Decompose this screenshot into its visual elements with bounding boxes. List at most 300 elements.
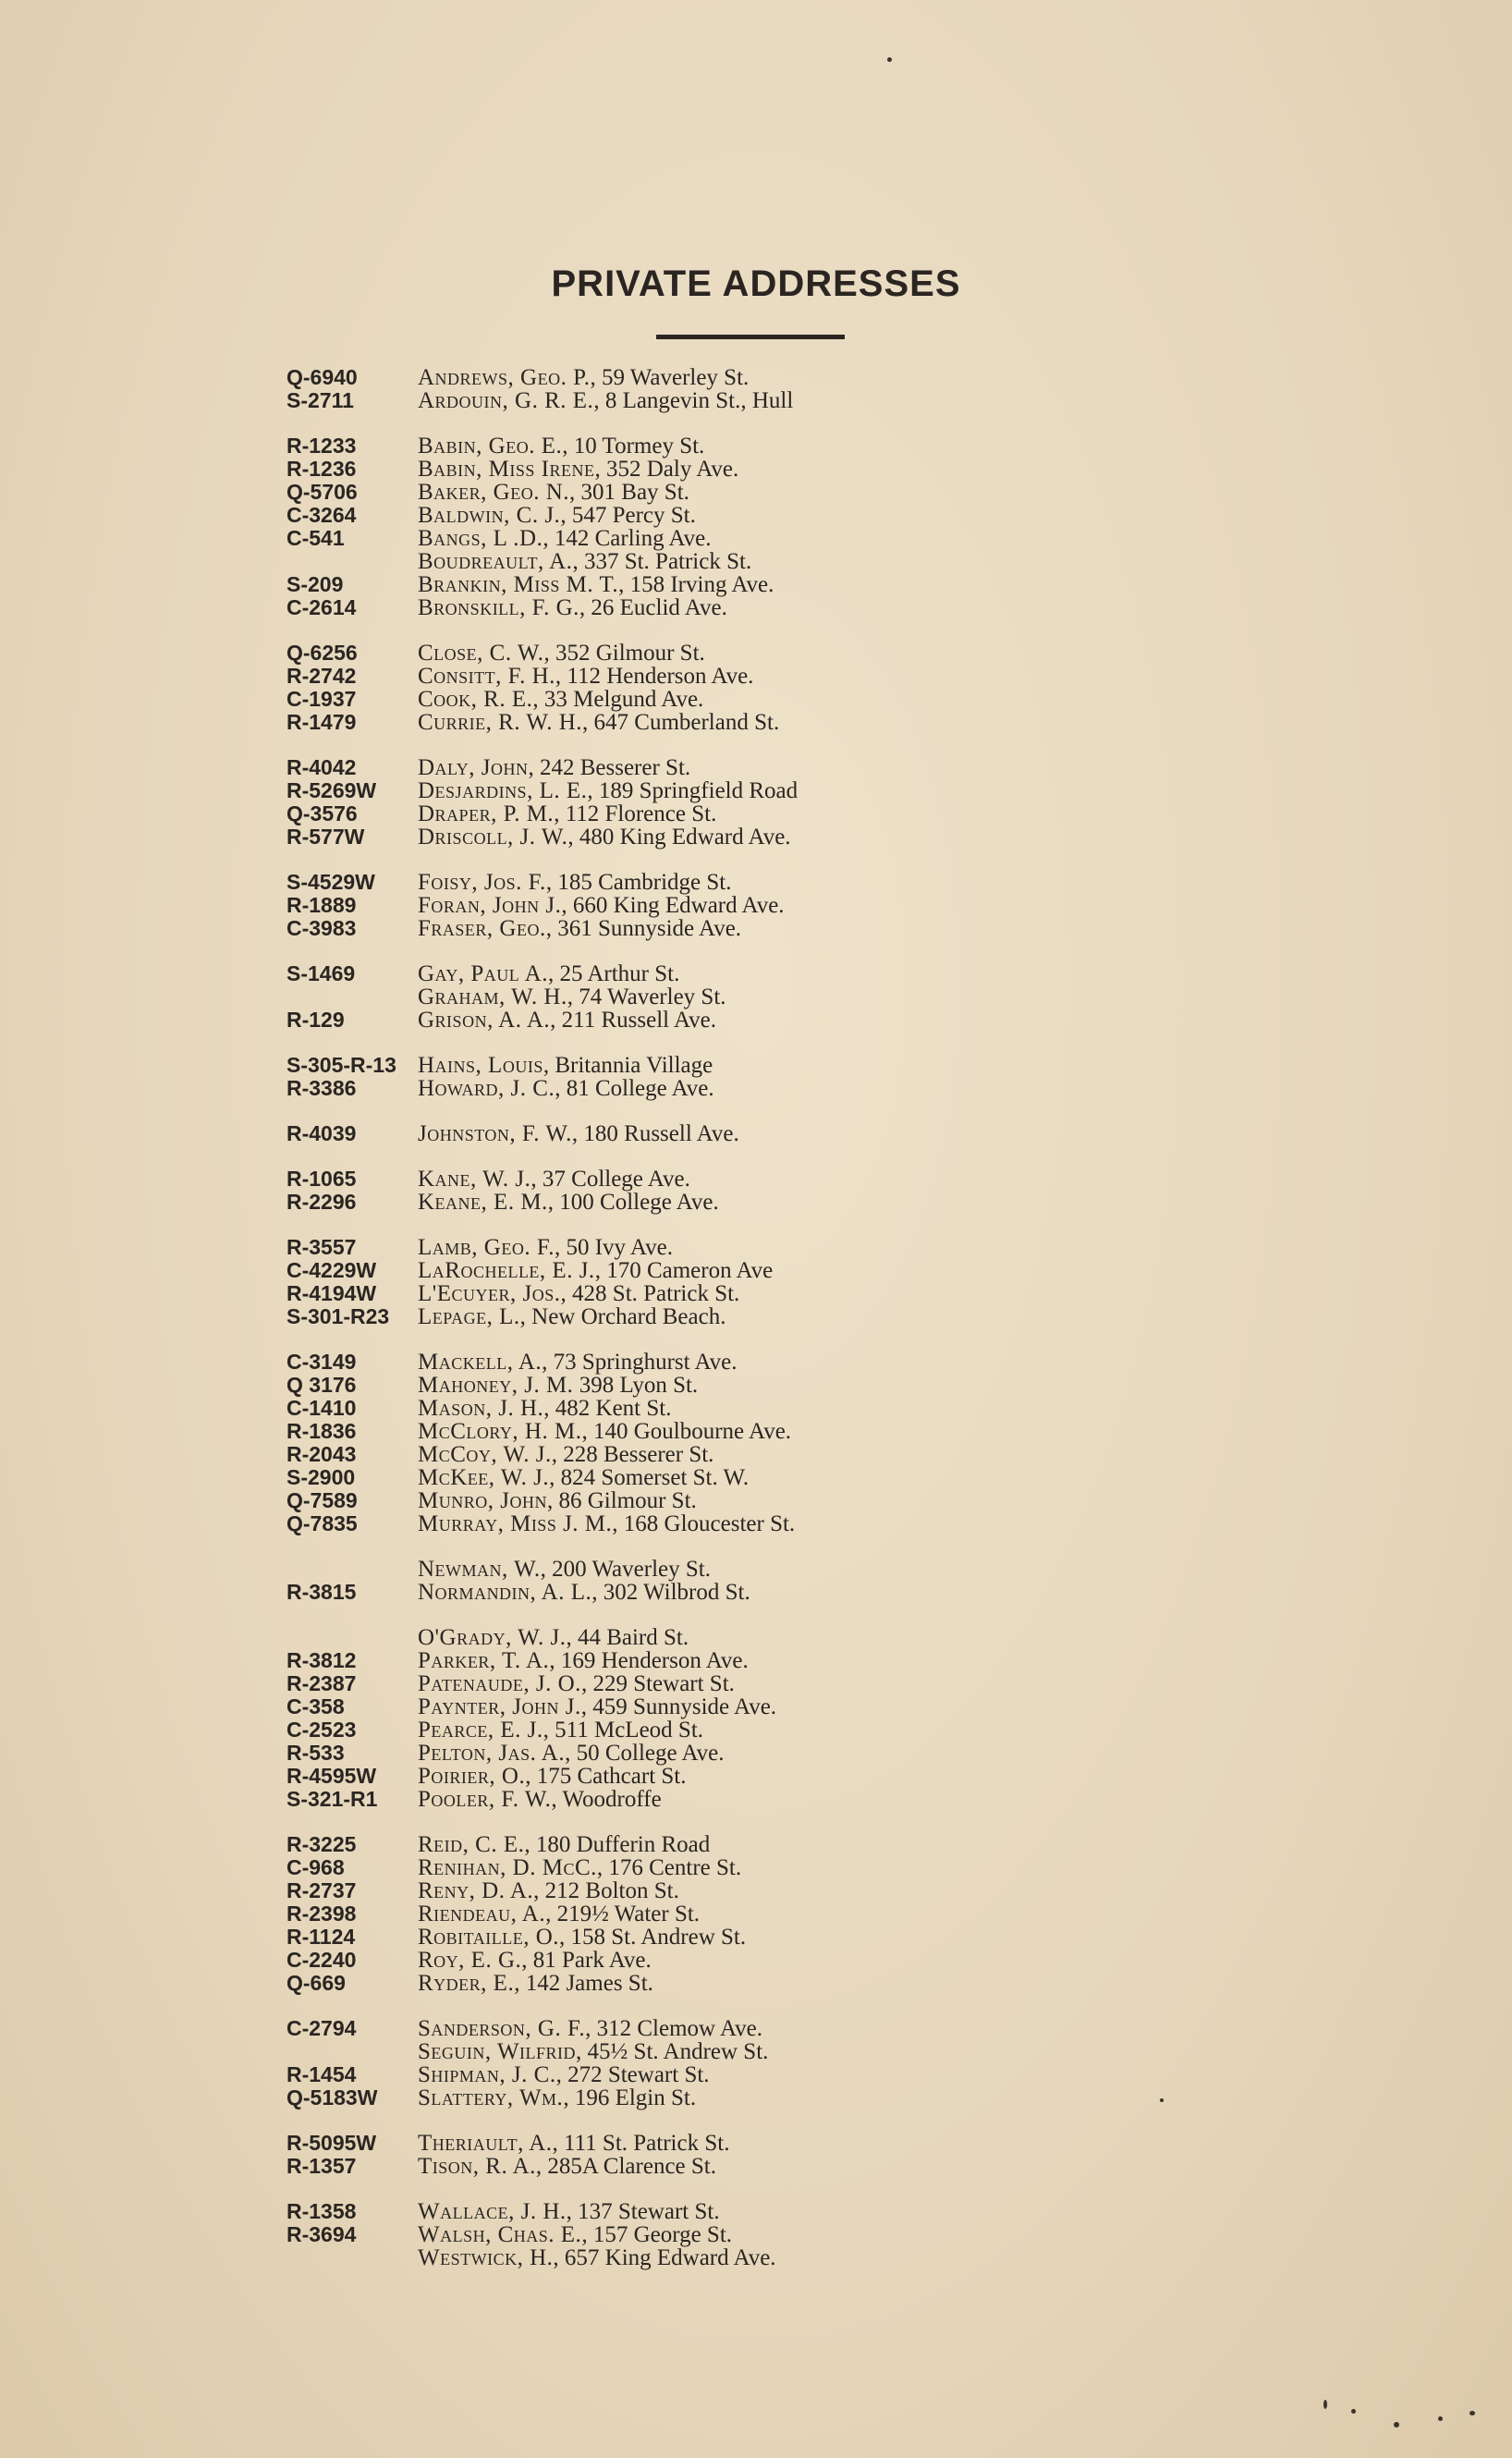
entry-text	[418, 641, 705, 666]
street-address: , 170 Cameron Ave	[594, 1258, 774, 1283]
phone-number: S-301-R23	[287, 1304, 390, 1328]
street-address: , 511 McLeod St.	[543, 1718, 704, 1743]
address-entry	[0, 710, 1512, 733]
entry-text	[418, 1419, 791, 1445]
person-name: Murray, Miss J. M.	[418, 1511, 613, 1536]
street-address: , 361 Sunnyside Ave.	[545, 916, 742, 941]
phone-number: S-4529W	[287, 870, 375, 894]
person-name: Cook, R. E.	[418, 687, 533, 712]
address-entry	[0, 457, 1512, 480]
page-title: PRIVATE ADDRESSES	[551, 263, 961, 304]
phone-number: R-2387	[287, 1671, 357, 1695]
entry-text	[418, 388, 793, 414]
street-address: , 228 Besserer St.	[551, 1442, 714, 1467]
phone-number: R-1124	[287, 1925, 356, 1949]
entry-text	[418, 2222, 732, 2248]
phone-number: R-1357	[287, 2154, 357, 2178]
entry-text	[418, 1718, 703, 1743]
entry-text	[418, 1855, 741, 1881]
phone-number: R-3386	[287, 1076, 357, 1100]
address-entry	[0, 1925, 1512, 1948]
address-entry	[0, 1053, 1512, 1076]
phone-number: C-1937	[287, 687, 357, 711]
address-entry	[0, 893, 1512, 916]
phone-number: C-358	[287, 1694, 345, 1718]
street-address: , 45½ St. Andrew St.	[576, 2039, 769, 2064]
address-entry	[0, 549, 1512, 572]
person-name: Keane, E. M.	[418, 1190, 548, 1215]
phone-number: Q-6256	[287, 641, 358, 665]
person-name: Foran, John J.	[418, 893, 562, 918]
phone-number: S-321-R1	[287, 1787, 378, 1811]
entry-text	[418, 1878, 679, 1904]
entry-text	[418, 1396, 671, 1422]
entry-text	[418, 526, 712, 552]
address-entry	[0, 1902, 1512, 1925]
address-entry	[0, 2245, 1512, 2268]
street-address: , Britannia Village	[543, 1053, 713, 1078]
person-name: McClory, H. M.	[418, 1419, 582, 1444]
entry-text	[418, 503, 696, 529]
address-entry	[0, 1511, 1512, 1535]
phone-number: S-305-R-13	[287, 1053, 396, 1077]
street-address: , 26 Euclid Ave.	[579, 595, 727, 620]
person-name: Seguin, Wilfrid	[418, 2039, 577, 2064]
street-address: , 180 Dufferin Road	[524, 1832, 711, 1857]
phone-number: S-2711	[287, 388, 354, 412]
person-name: Kane, W. J.	[418, 1167, 531, 1192]
address-entry	[0, 2039, 1512, 2062]
person-name: Desjardins, L. E.	[418, 778, 588, 803]
street-address: , 180 Russell Ave.	[571, 1121, 739, 1146]
person-name: Renihan, D. McC.	[418, 1855, 597, 1880]
street-address: , Woodroffe	[551, 1787, 662, 1812]
address-entry	[0, 2085, 1512, 2109]
street-address: , 157 George St.	[581, 2222, 733, 2247]
street-address: , 660 King Edward Ave.	[561, 893, 785, 918]
entry-text	[418, 1465, 749, 1491]
entry-text	[418, 1442, 713, 1468]
phone-number: C-968	[287, 1855, 345, 1879]
address-entry	[0, 2062, 1512, 2085]
paper-speck	[1160, 2098, 1164, 2102]
street-address: , 211 Russell Ave.	[550, 1008, 717, 1033]
street-address: , 301 Bay St.	[569, 480, 689, 505]
street-address: , 200 Waverley St.	[540, 1557, 711, 1582]
entry-text	[418, 1511, 795, 1537]
person-name: Consitt, F. H.	[418, 664, 555, 689]
entry-text	[418, 434, 704, 459]
phone-number: S-2900	[287, 1465, 356, 1489]
address-entry	[0, 1304, 1512, 1327]
phone-number: Q-5706	[287, 480, 358, 504]
phone-number: R-1479	[287, 710, 357, 734]
entry-text	[418, 1694, 776, 1720]
phone-number: C-3983	[287, 916, 357, 940]
address-entry	[0, 1948, 1512, 1971]
address-entry	[0, 480, 1512, 503]
person-name: Mahoney, J. M.	[418, 1373, 574, 1398]
person-name: Bronskill, F. G.	[418, 595, 579, 620]
address-list	[0, 365, 1512, 2268]
entry-text	[418, 1971, 653, 1997]
address-entry	[0, 801, 1512, 825]
person-name: LaRochelle, E. J.	[418, 1258, 595, 1283]
address-entry	[0, 778, 1512, 801]
street-address: , 142 James St.	[514, 1971, 653, 1996]
street-address: , 312 Clemow Ave.	[585, 2016, 763, 2041]
person-name: Robitaille, O.	[418, 1925, 560, 1950]
phone-number: R-2296	[287, 1190, 357, 1214]
person-name: Lamb, Geo. F.	[418, 1235, 555, 1260]
entry-text	[418, 457, 738, 483]
person-name: Ryder, E.	[418, 1971, 515, 1996]
person-name: Johnston, F. W.	[418, 1121, 572, 1146]
phone-number: R-5269W	[287, 778, 377, 802]
street-address: , 647 Cumberland St.	[582, 710, 780, 735]
person-name: Parker, T. A.	[418, 1648, 550, 1673]
street-address: , 482 Kent St.	[543, 1396, 672, 1421]
person-name: Gay, Paul A.	[418, 961, 548, 986]
street-address: , 428 St. Patrick St.	[560, 1281, 740, 1306]
street-address: , 657 King Edward Ave.	[553, 2245, 776, 2270]
street-address: , 59 Waverley St.	[590, 365, 750, 390]
entry-text	[418, 1190, 719, 1216]
person-name: Ardouin, G. R. E.	[418, 388, 594, 413]
street-address: , 25 Arthur St.	[547, 961, 680, 986]
person-name: Foisy, Jos. F.	[418, 870, 546, 895]
street-address: , 189 Springfield Road	[587, 778, 799, 803]
person-name: Sanderson, G. F.	[418, 2016, 586, 2041]
address-entry	[0, 1396, 1512, 1419]
street-address: , 547 Percy St.	[560, 503, 696, 528]
entry-text	[418, 365, 749, 391]
street-address: , 8 Langevin St., Hull	[593, 388, 794, 413]
entry-text	[418, 1948, 652, 1974]
address-entry	[0, 1718, 1512, 1741]
entry-text	[418, 2199, 720, 2225]
person-name: Hains, Louis	[418, 1053, 543, 1078]
entry-text	[418, 1925, 746, 1951]
person-name: Reny, D. A.	[418, 1878, 534, 1903]
address-entry	[0, 1442, 1512, 1465]
person-name: Bangs, L .D.	[418, 526, 543, 551]
address-entry	[0, 1008, 1512, 1031]
phone-number: Q-7589	[287, 1488, 358, 1512]
paper-speck	[1469, 2411, 1475, 2415]
person-name: Mackell, A.	[418, 1350, 543, 1375]
person-name: Brankin, Miss M. T.	[418, 572, 619, 597]
address-entry	[0, 1580, 1512, 1603]
address-entry	[0, 916, 1512, 939]
address-entry	[0, 1855, 1512, 1878]
person-name: O'Grady, W. J.	[418, 1625, 567, 1650]
address-entry	[0, 1121, 1512, 1144]
street-address: , 33 Melgund Ave.	[532, 687, 704, 712]
paper-speck	[1438, 2416, 1443, 2421]
entry-text	[418, 1902, 700, 1927]
phone-number: R-3815	[287, 1580, 357, 1604]
entry-text	[418, 2039, 768, 2065]
entry-text	[418, 480, 689, 506]
person-name: Walsh, Chas. E.	[418, 2222, 582, 2247]
address-entry	[0, 434, 1512, 457]
entry-text	[418, 1557, 711, 1583]
entry-text	[418, 1076, 714, 1102]
phone-number: R-2043	[287, 1442, 357, 1466]
address-entry	[0, 1190, 1512, 1213]
entry-text	[418, 801, 716, 827]
phone-number: R-2398	[287, 1902, 357, 1926]
street-address: , 272 Stewart St.	[555, 2062, 710, 2087]
address-entry	[0, 870, 1512, 893]
phone-number: S-209	[287, 572, 344, 596]
entry-text	[418, 1121, 739, 1147]
address-entry	[0, 641, 1512, 664]
phone-number: R-3225	[287, 1832, 357, 1856]
street-address: , 50 Ivy Ave.	[554, 1235, 673, 1260]
phone-number: C-4229W	[287, 1258, 377, 1282]
phone-number: R-1836	[287, 1419, 357, 1443]
entry-text	[418, 2016, 762, 2042]
street-address: , 50 College Ave.	[565, 1741, 725, 1766]
address-entry	[0, 984, 1512, 1008]
phone-number: Q 3176	[287, 1373, 357, 1397]
person-name: Westwick, H.	[418, 2245, 554, 2270]
address-entry	[0, 687, 1512, 710]
address-entry	[0, 1832, 1512, 1855]
phone-number: R-4042	[287, 755, 357, 779]
person-name: Boudreault, A.	[418, 549, 573, 574]
street-address: , 74 Waverley St.	[567, 984, 726, 1009]
address-entry	[0, 2016, 1512, 2039]
entry-text	[418, 1625, 689, 1651]
person-name: Patenaude, J. O.	[418, 1671, 581, 1696]
address-entry	[0, 2154, 1512, 2177]
entry-text	[418, 1580, 750, 1606]
phone-number: C-541	[287, 526, 345, 550]
phone-number: R-1233	[287, 434, 357, 458]
phone-number: R-1454	[287, 2062, 357, 2086]
person-name: Riendeau, A.	[418, 1902, 546, 1926]
address-entry	[0, 1167, 1512, 1190]
phone-number: R-5095W	[287, 2131, 377, 2155]
address-entry	[0, 2222, 1512, 2245]
street-address: , 212 Bolton St.	[533, 1878, 679, 1903]
address-entry	[0, 1488, 1512, 1511]
phone-number: R-533	[287, 1741, 345, 1765]
street-address: , 285A Clarence St.	[535, 2154, 716, 2179]
entry-text	[418, 755, 690, 781]
person-name: Roy, E. G.	[418, 1948, 522, 1973]
person-name: Baldwin, C. J.	[418, 503, 561, 528]
person-name: Pooler, F. W.	[418, 1787, 552, 1812]
address-entry	[0, 526, 1512, 549]
street-address: , New Orchard Beach.	[519, 1304, 726, 1329]
entry-text	[418, 1167, 690, 1192]
person-name: L'Ecuyer, Jos.	[418, 1281, 561, 1306]
entry-text	[418, 1764, 686, 1790]
paper-speck	[1323, 2400, 1327, 2409]
entry-text	[418, 1648, 749, 1674]
person-name: Driscoll, J. W.	[418, 825, 568, 850]
street-address: , 81 College Ave.	[555, 1076, 714, 1101]
person-name: Wallace, J. H.	[418, 2199, 567, 2224]
street-address: , 352 Gilmour St.	[543, 641, 705, 666]
person-name: Tison, R. A.	[418, 2154, 536, 2179]
person-name: Shipman, J. C.	[418, 2062, 556, 2087]
street-address: , 10 Tormey St.	[562, 434, 705, 459]
street-address: , 100 College Ave.	[547, 1190, 719, 1215]
address-entry	[0, 388, 1512, 411]
person-name: Munro, John	[418, 1488, 547, 1513]
street-address: , 112 Henderson Ave.	[555, 664, 754, 689]
address-entry	[0, 664, 1512, 687]
street-address: , 140 Goulbourne Ave.	[581, 1419, 792, 1444]
person-name: Babin, Geo. E.	[418, 434, 563, 459]
street-address: , 185 Cambridge St.	[545, 870, 732, 895]
entry-text	[418, 687, 703, 713]
street-address: , 219½ Water St.	[545, 1902, 701, 1926]
street-address: , 112 Florence St.	[554, 801, 717, 826]
person-name: Slattery, Wm.	[418, 2085, 564, 2110]
entry-text	[418, 1258, 773, 1284]
phone-number: Q-5183W	[287, 2085, 378, 2109]
street-address: , 459 Sunnyside Ave.	[580, 1694, 777, 1719]
address-entry	[0, 1625, 1512, 1648]
street-address: , 158 St. Andrew St.	[559, 1925, 747, 1950]
entry-text	[418, 870, 732, 896]
address-entry	[0, 1258, 1512, 1281]
person-name: Reid, C. E.	[418, 1832, 525, 1857]
street-address: , 229 Stewart St.	[580, 1671, 735, 1696]
street-address: , 111 St. Patrick St.	[552, 2131, 730, 2156]
street-address: , 242 Besserer St.	[528, 755, 691, 780]
entry-text	[418, 916, 741, 942]
address-entry	[0, 961, 1512, 984]
entry-text	[418, 1053, 713, 1079]
entry-text	[418, 2154, 716, 2180]
address-entry	[0, 1557, 1512, 1580]
phone-number: C-2523	[287, 1718, 357, 1742]
phone-number: Q-669	[287, 1971, 346, 1995]
person-name: Mason, J. H.	[418, 1396, 544, 1421]
address-entry	[0, 1671, 1512, 1694]
entry-text	[418, 825, 791, 850]
person-name: Babin, Miss Irene	[418, 457, 595, 482]
street-address: , 196 Elgin St.	[563, 2085, 697, 2110]
entry-text	[418, 2062, 710, 2088]
address-entry	[0, 1076, 1512, 1099]
phone-number: R-4595W	[287, 1764, 377, 1788]
entry-text	[418, 2085, 696, 2111]
phone-number: C-3149	[287, 1350, 357, 1374]
person-name: Graham, W. H.	[418, 984, 567, 1009]
street-address: , 37 College Ave.	[530, 1167, 690, 1192]
phone-number: C-2614	[287, 595, 357, 619]
phone-number: R-1889	[287, 893, 357, 917]
address-entry	[0, 755, 1512, 778]
person-name: Daly, John	[418, 755, 529, 780]
phone-number: R-4194W	[287, 1281, 377, 1305]
phone-number: R-3812	[287, 1648, 357, 1672]
phone-number: R-3557	[287, 1235, 357, 1259]
person-name: Poirier, O.	[418, 1764, 526, 1789]
entry-text	[418, 984, 726, 1010]
street-address: , 169 Henderson Ave.	[549, 1648, 749, 1673]
entry-text	[418, 1281, 739, 1307]
entry-text	[418, 1235, 673, 1261]
entry-text	[418, 2245, 776, 2271]
person-name: McKee, W. J.	[418, 1465, 550, 1490]
entry-text	[418, 710, 779, 736]
address-entry	[0, 1465, 1512, 1488]
entry-text	[418, 664, 753, 690]
person-name: Lepage, L.	[418, 1304, 520, 1329]
street-address: , 337 St. Patrick St.	[572, 549, 752, 574]
street-address: , 480 King Edward Ave.	[567, 825, 791, 850]
address-entry	[0, 1764, 1512, 1787]
entry-text	[418, 595, 727, 621]
phone-number: R-2737	[287, 1878, 357, 1902]
street-address: , 86 Gilmour St.	[546, 1488, 697, 1513]
entry-text	[418, 893, 785, 919]
entry-text	[418, 778, 798, 804]
address-entry	[0, 365, 1512, 388]
entry-text	[418, 1671, 735, 1697]
phone-number: R-1358	[287, 2199, 357, 2223]
person-name: Baker, Geo. N.	[418, 480, 570, 505]
person-name: Currie, R. W. H.	[418, 710, 583, 735]
phone-number: C-3264	[287, 503, 357, 527]
person-name: Normandin, A. L.	[418, 1580, 592, 1605]
address-entry	[0, 1971, 1512, 1994]
phone-number: R-129	[287, 1008, 345, 1032]
person-name: Paynter, John J.	[418, 1694, 581, 1719]
entry-text	[418, 1741, 725, 1767]
person-name: Fraser, Geo.	[418, 916, 546, 941]
street-address: , 137 Stewart St.	[566, 2199, 720, 2224]
phone-number: R-1236	[287, 457, 357, 481]
paper-speck	[1394, 2422, 1399, 2427]
person-name: Draper, P. M.	[418, 801, 555, 826]
street-address: 398 Lyon St.	[573, 1373, 699, 1398]
phone-number: R-2742	[287, 664, 357, 688]
address-entry	[0, 1878, 1512, 1902]
title-underline	[656, 335, 845, 339]
person-name: Pearce, E. J.	[418, 1718, 543, 1743]
address-entry	[0, 2199, 1512, 2222]
address-entry	[0, 503, 1512, 526]
entry-text	[418, 549, 751, 575]
entry-text	[418, 1008, 716, 1033]
address-entry	[0, 1350, 1512, 1373]
street-address: , 158 Irving Ave.	[618, 572, 774, 597]
entry-text	[418, 1304, 726, 1330]
entry-text	[418, 1787, 662, 1813]
address-entry	[0, 1419, 1512, 1442]
entry-text	[418, 1350, 738, 1376]
entry-text	[418, 1488, 697, 1514]
entry-text	[418, 1832, 710, 1858]
address-entry	[0, 1648, 1512, 1671]
phone-number: R-1065	[287, 1167, 357, 1191]
street-address: , 73 Springhurst Ave.	[542, 1350, 738, 1375]
street-address: , 142 Carling Ave.	[543, 526, 712, 551]
person-name: Grison, A. A.	[418, 1008, 551, 1033]
person-name: McCoy, W. J.	[418, 1442, 552, 1467]
street-address: , 176 Centre St.	[596, 1855, 742, 1880]
